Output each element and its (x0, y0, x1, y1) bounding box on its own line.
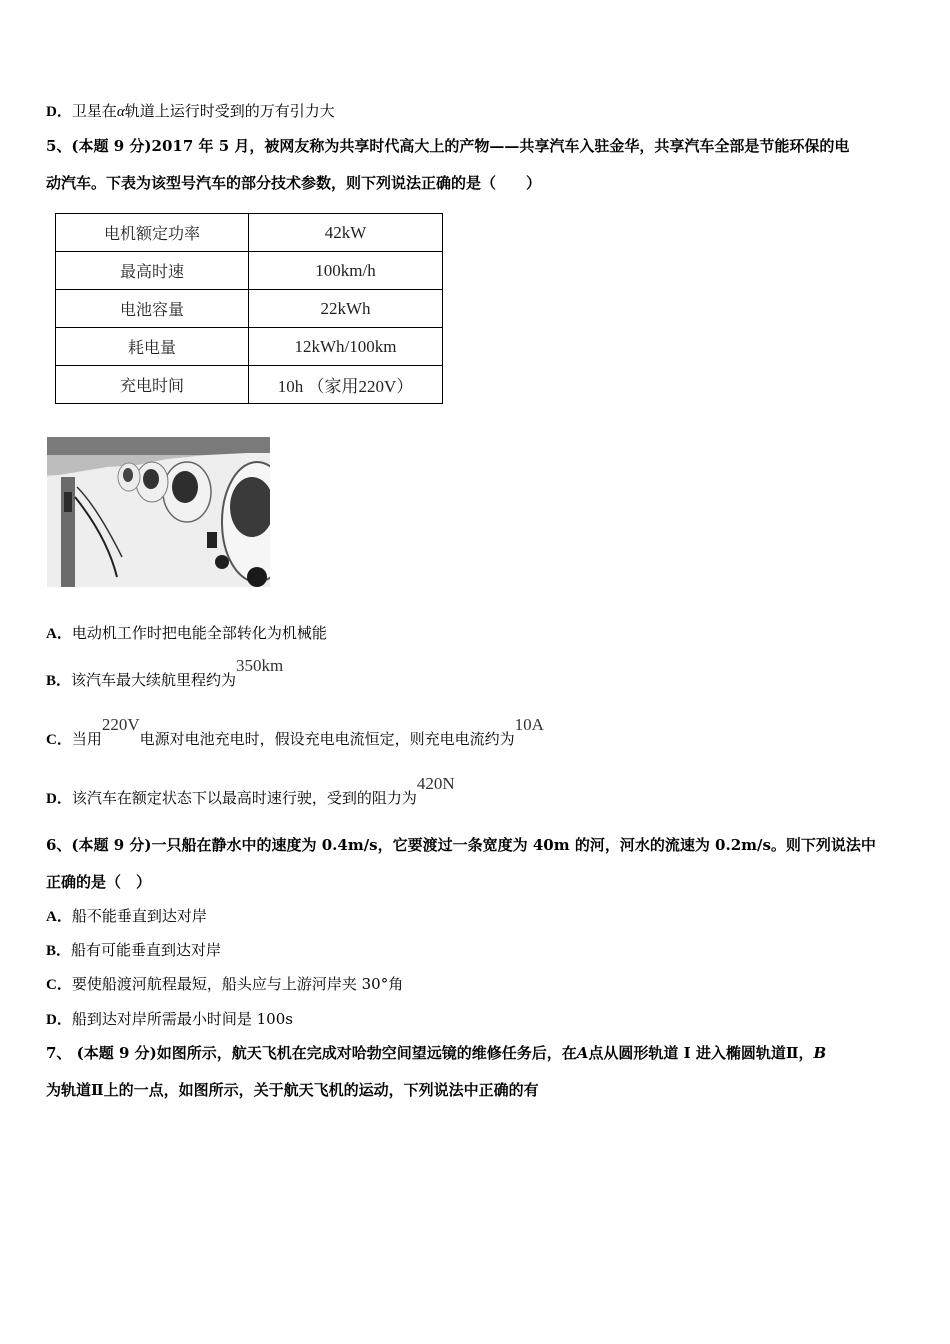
option-letter: D． (46, 104, 72, 120)
spec-value: 12kWh/100km (249, 328, 443, 366)
formula-value: 220V (101, 715, 140, 734)
q4-option-d (46, 101, 335, 122)
q6-stem-line-1: 6、(本题 9 分)一只船在静水中的速度为 0.4m/s，它要渡过一条宽度为 40m 的河，河水的流速为 0.2m/s。则下列说法中 (46, 836, 876, 854)
spec-row (56, 366, 443, 404)
formula-value: 420N (416, 774, 455, 793)
q5-option-a (46, 623, 327, 644)
q7-stem-line-2: 为轨道Ⅱ上的一点，如图所示，关于航天飞机的运动，下列说法中正确的有 (46, 1081, 539, 1099)
spec-value: 22kWh (249, 290, 443, 328)
q7-stem-line-1 (46, 1043, 826, 1063)
q6-option-b (46, 940, 221, 961)
formula-value: 350km (236, 656, 284, 675)
point-a: A (576, 1044, 589, 1062)
spec-value: 100km/h (249, 252, 443, 290)
option-text: 电动机工作时把电能全部转化为机械能 (71, 624, 327, 642)
spec-key: 电机额定功率 (56, 214, 249, 252)
spec-table (55, 213, 443, 404)
spec-row (56, 214, 443, 252)
option-letter: B． (46, 943, 72, 959)
q5-option-d (46, 774, 455, 809)
q6-stem-line-2: 正确的是（ ） (46, 873, 152, 891)
option-letter: A． (46, 626, 72, 642)
spec-key: 电池容量 (56, 290, 249, 328)
alpha-symbol: α (116, 104, 125, 120)
option-text: 该汽车最大续航里程约为 (71, 671, 237, 689)
q6-option-c (46, 974, 403, 995)
spec-row (56, 290, 443, 328)
spec-value: 10h （家用220V） (249, 366, 443, 404)
spec-key: 最高时速 (56, 252, 249, 290)
spec-value: 42kW (249, 214, 443, 252)
spec-row (56, 252, 443, 290)
spec-key: 充电时间 (56, 366, 249, 404)
charging-cars-photo (47, 437, 270, 587)
option-letter: B． (46, 673, 72, 689)
option-text: 卫星在 (71, 102, 117, 120)
option-text: 船到达对岸所需最小时间是 100s (71, 1010, 293, 1028)
option-text: 要使船渡河航程最短，船头应与上游河岸夹 30°角 (71, 975, 404, 993)
option-letter: D． (46, 791, 72, 807)
stem-text: 点从圆形轨道 I 进入椭圆轨道Ⅱ， (588, 1044, 814, 1062)
option-letter: A． (46, 909, 72, 925)
q5-option-c (46, 715, 544, 750)
option-letter: C． (46, 977, 72, 993)
q6-option-d (46, 1009, 293, 1030)
spec-row (56, 328, 443, 366)
option-text: 电源对电池充电时，假设充电电流恒定，则充电电流约为 (139, 730, 515, 748)
option-text: 船不能垂直到达对岸 (71, 907, 207, 925)
formula-value: 10A (514, 715, 544, 734)
option-text: 船有可能垂直到达对岸 (71, 941, 222, 959)
stem-text: 7、 (本题 9 分)如图所示，航天飞机在完成对哈勃空间望远镜的维修任务后，在 (46, 1044, 577, 1062)
point-b: B (813, 1044, 827, 1062)
option-letter: C． (46, 732, 72, 748)
option-letter: D． (46, 1012, 72, 1028)
option-text: 当用 (71, 730, 102, 748)
option-text: 轨道上运行时受到的万有引力大 (124, 102, 335, 120)
spec-key: 耗电量 (56, 328, 249, 366)
q5-stem-line-2: 动汽车。下表为该型号汽车的部分技术参数，则下列说法正确的是（ ） (46, 174, 542, 192)
q5-stem-line-1: 5、(本题 9 分)2017 年 5 月，被网友称为共享时代高大上的产物——共享汽车入驻金华，共享汽车全部是节能环保的电 (46, 137, 850, 155)
q5-option-b (46, 656, 284, 691)
option-text: 该汽车在额定状态下以最高时速行驶，受到的阻力为 (71, 789, 417, 807)
q6-option-a (46, 906, 207, 927)
